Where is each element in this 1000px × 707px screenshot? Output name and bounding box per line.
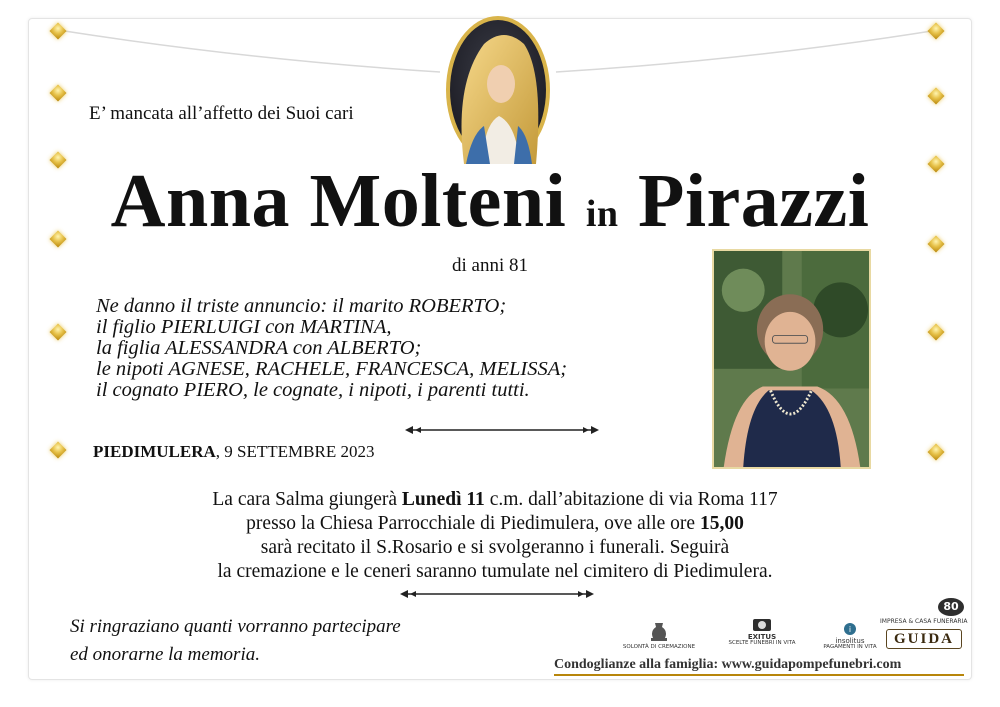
urn-icon xyxy=(647,620,671,642)
insolitus-mark-icon xyxy=(843,622,857,636)
funeral-line: La cara Salma giungerà Lunedì 11 c.m. dall’abitazione di via Roma 117 xyxy=(212,489,778,510)
announcement-block xyxy=(96,296,567,401)
svg-text:i: i xyxy=(848,625,852,634)
anniversary-badge: 80 xyxy=(938,598,964,616)
thanks-line: ed onorarne la memoria. xyxy=(70,644,260,665)
age-text: di anni 81 xyxy=(452,255,528,276)
exitus-mark-icon xyxy=(752,618,772,632)
deceased-name xyxy=(0,158,980,245)
place-name: PIEDIMULERA xyxy=(93,442,216,461)
cremazione-logo: SOLONTÀ DI CREMAZIONE xyxy=(618,620,700,650)
intro-text: E’ mancata all’affetto dei Suoi cari xyxy=(89,103,354,124)
funeral-line: la cremazione e le ceneri saranno tumulate nel cimitero di Piedimulera. xyxy=(217,561,773,582)
portrait-photo xyxy=(712,249,871,469)
divider-ornament xyxy=(403,423,601,437)
announcement-line: Ne danno il triste annuncio: il marito ROBERTO; xyxy=(96,295,507,317)
announcement-line: la figlia ALESSANDRA con ALBERTO; xyxy=(96,337,422,359)
funeral-day: Lunedì 11 xyxy=(401,489,485,510)
funeral-time: 15,00 xyxy=(699,513,744,534)
condolences-link[interactable]: Condoglianze alla famiglia: www.guidapompefunebri.com xyxy=(554,657,902,672)
announcement-line: il figlio PIERLUIGI con MARTINA, xyxy=(96,316,392,338)
funeral-line: sarà recitato il S.Rosario e si svolgeranno i funerali. Seguirà xyxy=(260,537,730,558)
place-date xyxy=(93,442,374,462)
announcement-line: il cognato PIERO, le cognate, i nipoti, i parenti tutti. xyxy=(96,379,530,401)
deceased-last-name: Pirazzi xyxy=(638,159,870,243)
divider-ornament xyxy=(398,587,596,601)
exitus-logo: EXITUS SCELTE FUNEBRI IN VITA xyxy=(724,618,800,646)
announcement-line: le nipoti AGNESE, RACHELE, FRANCESCA, MELISSA; xyxy=(96,358,568,380)
footer-divider xyxy=(554,674,964,676)
name-connector: in xyxy=(585,193,619,235)
deceased-first-name: Anna Molteni xyxy=(110,159,567,243)
date-text: , 9 SETTEMBRE 2023 xyxy=(215,442,375,461)
insolitus-logo: i insolitus PAGAMENTI IN VITA xyxy=(820,622,880,650)
guida-logo: IMPRESA & CASA FUNERARIA GUIDA xyxy=(880,618,968,647)
funeral-details xyxy=(80,488,910,584)
thanks-text xyxy=(70,613,401,669)
madonna-medallion-image xyxy=(444,14,552,166)
funeral-line: presso la Chiesa Parrocchiale di Piedimulera, ove alle ore 15,00 xyxy=(246,513,744,534)
thanks-line: Si ringraziano quanti vorranno partecipare xyxy=(70,616,401,637)
